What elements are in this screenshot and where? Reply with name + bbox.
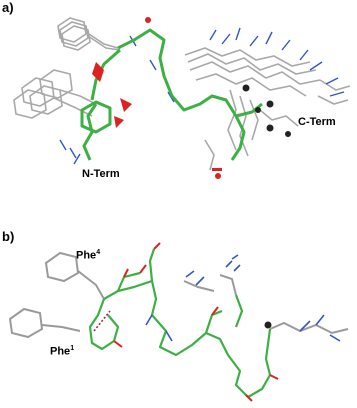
- hydrogen-bond: [94, 311, 110, 331]
- panel-b-representative: [0, 215, 357, 408]
- oxygen-atoms-b: [114, 243, 278, 401]
- ion-spheres: [243, 85, 292, 138]
- phenyl-rings: [10, 253, 348, 337]
- c-term-label: C-Term: [298, 116, 336, 128]
- green-backbone: [82, 30, 262, 160]
- phe4-label: Phe$^4$: [76, 249, 101, 262]
- green-backbone-b: [90, 249, 270, 397]
- oxygen-atoms: [92, 17, 222, 179]
- representative-structure: [0, 215, 357, 408]
- nitrogen-bonds-b: [146, 255, 340, 341]
- panel-a-label: a): [2, 0, 14, 15]
- n-term-label: N-Term: [82, 168, 120, 180]
- ion-sphere-b: [265, 322, 272, 329]
- panel-b-label: b): [2, 229, 15, 244]
- phe1-label: Phe$^1$: [50, 345, 75, 358]
